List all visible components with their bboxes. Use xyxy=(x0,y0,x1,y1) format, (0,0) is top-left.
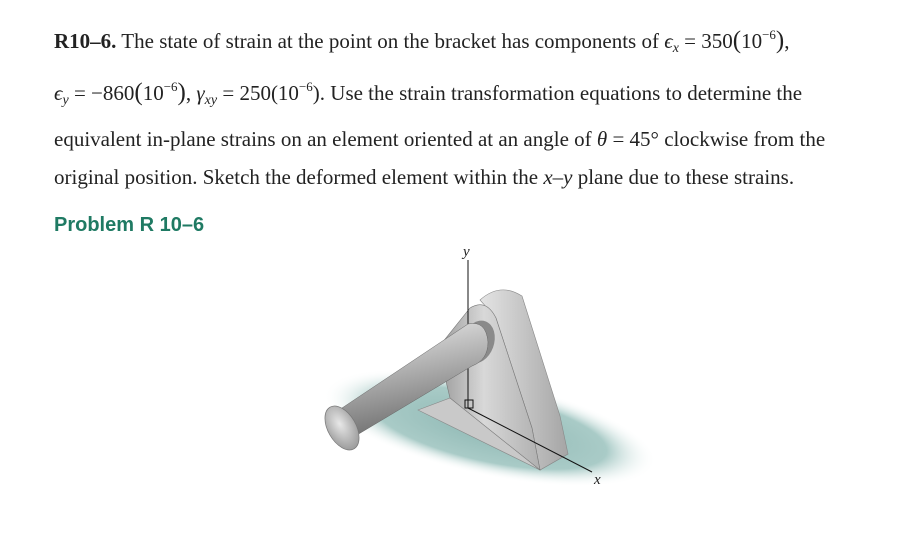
strain-x-value: 350 xyxy=(701,29,733,53)
equals-sign-xy: = xyxy=(217,81,240,105)
epsilon-symbol: ϵ xyxy=(664,29,673,53)
ten-base: 10 xyxy=(741,29,763,53)
subscript-x: x xyxy=(672,41,679,56)
xy-plane-label: x–y xyxy=(543,165,573,189)
problem-label: Problem R 10–6 xyxy=(54,214,205,236)
ten-base-y: 10 xyxy=(142,81,164,105)
bracket-figure xyxy=(300,238,660,498)
epsilon-symbol-y: ϵ xyxy=(54,81,63,105)
y-axis-label: y xyxy=(463,244,470,260)
exponent-y: −6 xyxy=(163,79,178,94)
theta-symbol: θ xyxy=(596,127,608,151)
problem-number: R10–6. xyxy=(54,29,117,53)
statement-text-4: plane due to these strains. xyxy=(572,165,795,189)
subscript-xy: xy xyxy=(204,93,218,108)
equals-sign: = xyxy=(678,29,702,53)
subscript-y: y xyxy=(62,93,69,108)
strain-y-value: −860 xyxy=(91,81,135,105)
strain-xy-value: 250(10 xyxy=(239,81,299,105)
statement-text-2: ). Use the strain transformation equations to determine the equivalent in-plane strains on an element oriented at an angle of xyxy=(54,81,803,151)
equals-sign-y: = xyxy=(68,81,92,105)
statement-text-3: clockwise from the original position. Sketch the deformed element within the xyxy=(54,127,826,189)
statement-text-1: The state of strain at the point on the bracket has components of xyxy=(116,29,665,53)
gamma-symbol: γ xyxy=(196,81,205,105)
exponent-xy: −6 xyxy=(298,79,313,94)
angle-value: = 45° xyxy=(607,127,659,151)
x-axis-label: x xyxy=(594,472,601,488)
exponent: −6 xyxy=(762,27,776,42)
problem-statement: R10–6. The state of strain at the point on the bracket has components of $\epsilon x = 350(10^{-6})$, $\epsilon y = -860(10^{-6})$, $\gamma xy = 250(10^{-6})$. Use the strain transformation equations to determine the equivalent in-plane strains on an element oriented at an angle of θ = 45° clockwise from the original position. Sketch the deformed element within the x–y plane due to these strains. xyxy=(54,27,826,189)
